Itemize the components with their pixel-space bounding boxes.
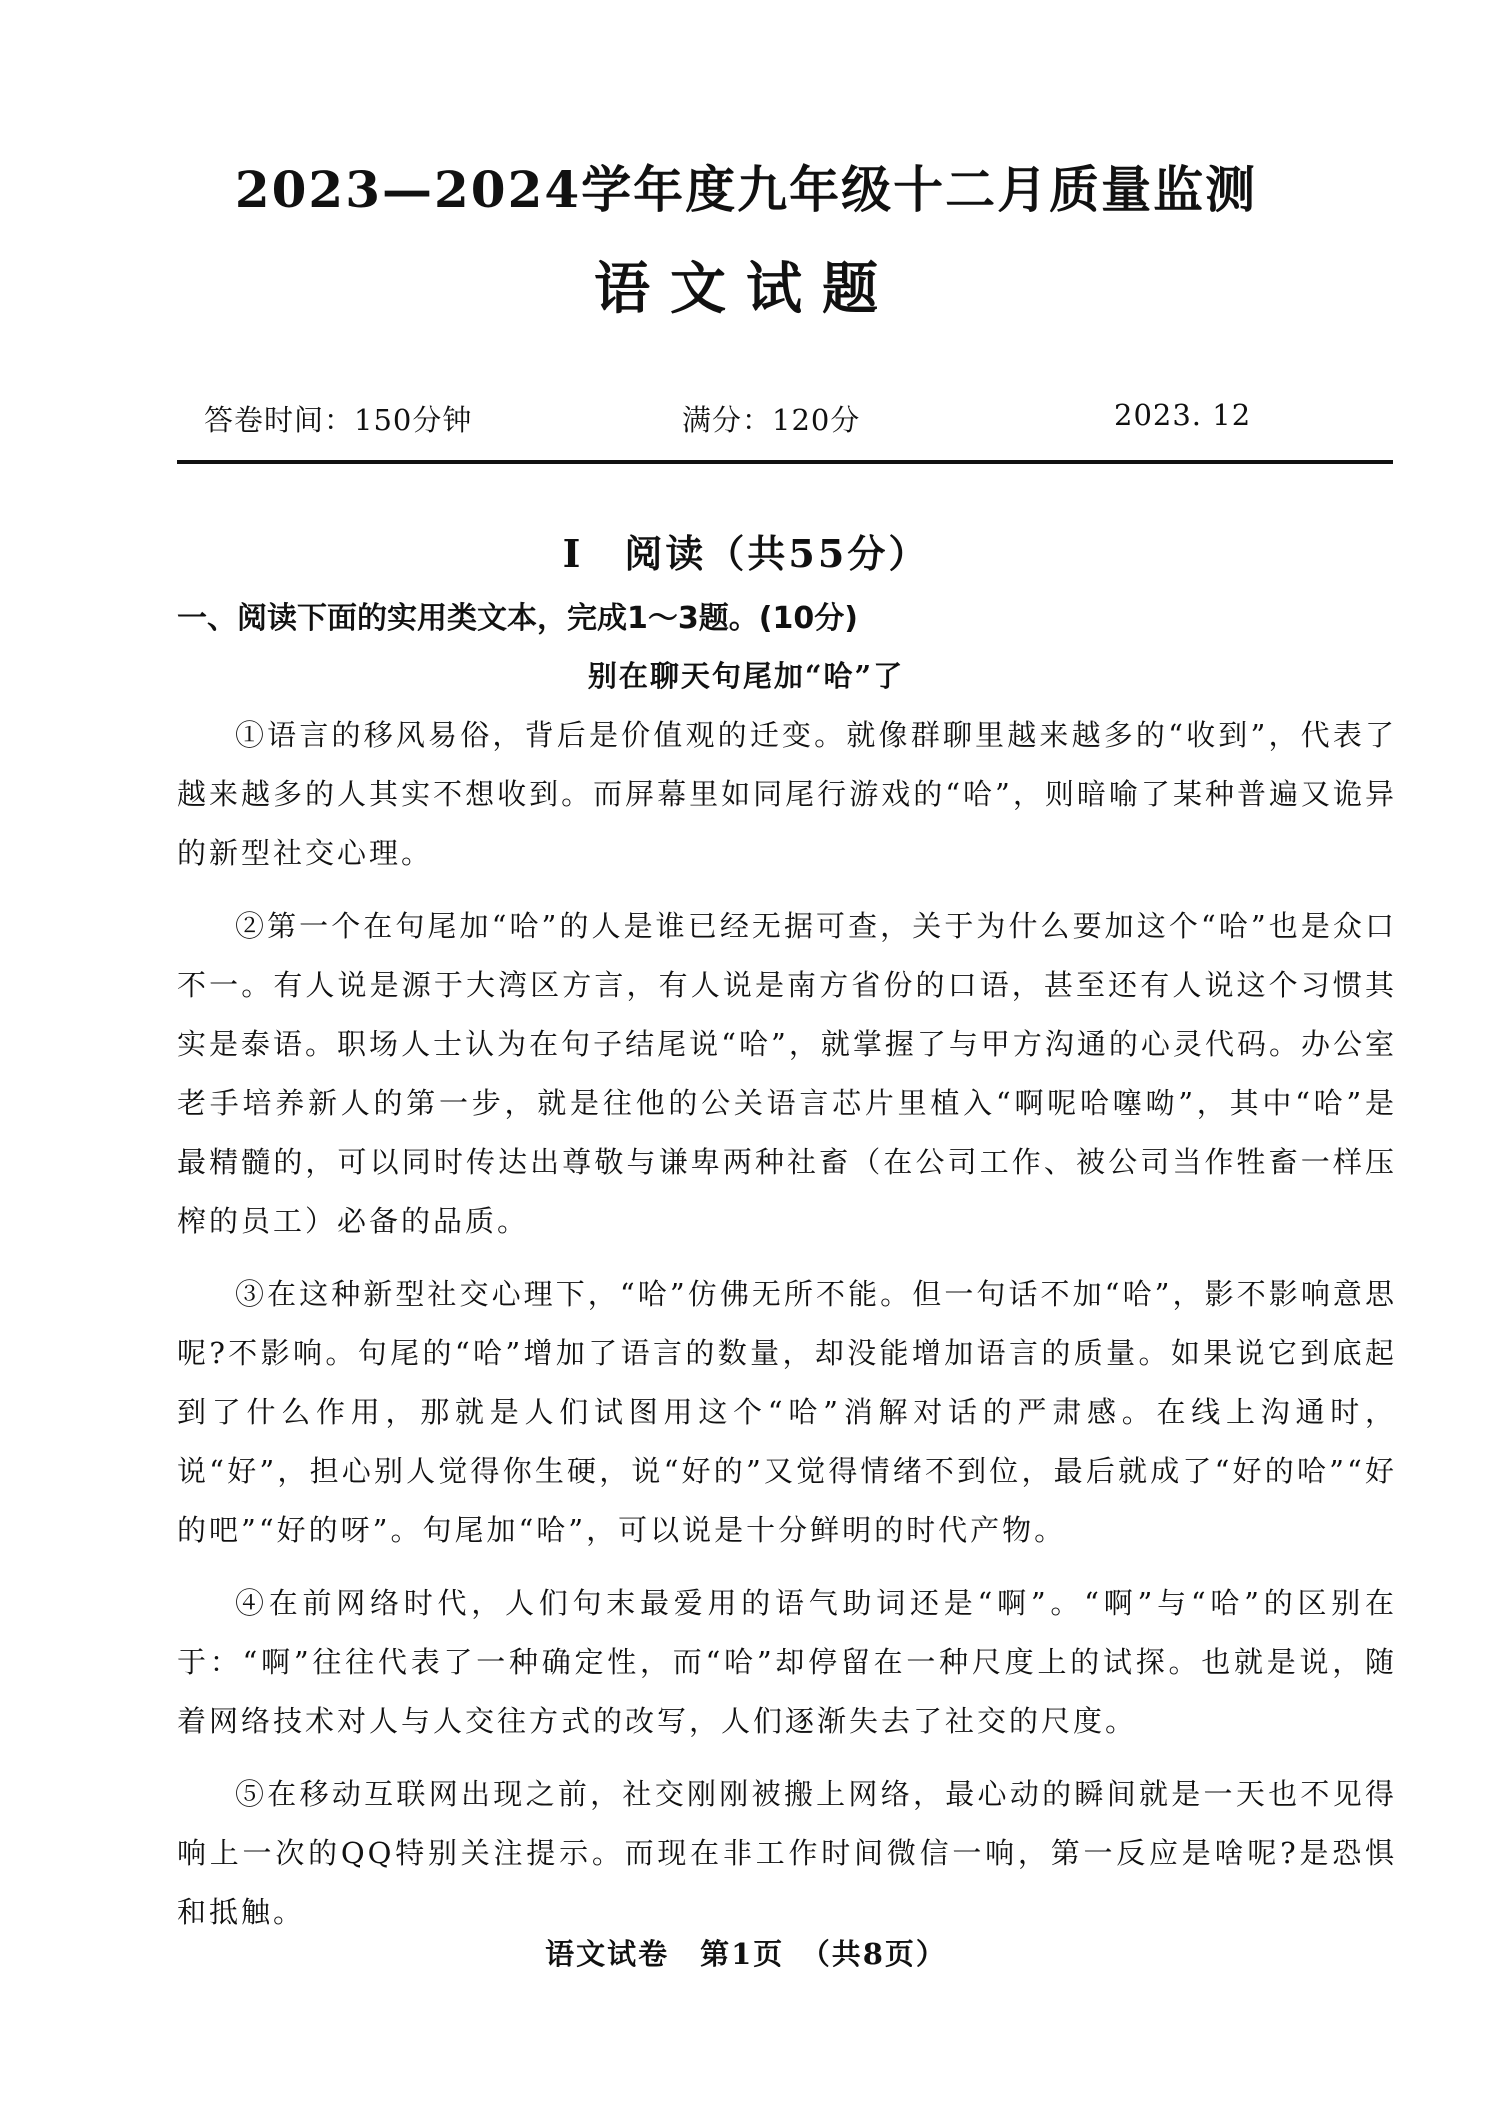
article-body (177, 706, 1397, 1956)
exam-title: 2023—2024学年度九年级十二月质量监测 (234, 160, 1258, 219)
paragraph-5: ⑤在移动互联网出现之前，社交刚刚被搬上网络，最心动的瞬间就是一天也不见得响上一次的QQ特别关注提示。而现在非工作时间微信一响，第一反应是啥呢?是恐惧和抵触。 (177, 1777, 1397, 1929)
paragraph-3: ③在这种新型社交心理下，“哈”仿佛无所不能。但一句话不加“哈”，影不影响意思呢?不影响。句尾的“哈”增加了语言的数量，却没能增加语言的质量。如果说它到底起到了什么作用，那就是人们试图用这个“哈”消解对话的严肃感。在线上沟通时，说“好”，担心别人觉得你生硬，说“好的”又觉得情绪不到位，最后就成了“好的哈”“好的吧”“好的呀”。句尾加“哈”，可以说是十分鲜明的时代产物。 (177, 1277, 1398, 1547)
header-divider (177, 460, 1393, 464)
full-score: 满分：120分 (682, 403, 861, 437)
page-footer: 语文试卷 第1页 （共8页） (545, 1937, 947, 1971)
article-title: 别在聊天句尾加“哈”了 (587, 659, 905, 693)
paragraph-1: ①语言的移风易俗，背后是价值观的迁变。就像群聊里越来越多的“收到”，代表了越来越多的人其实不想收到。而屏幕里如同尾行游戏的“哈”，则暗喻了某种普遍又诡异的新型社交心理。 (177, 718, 1397, 870)
part-title: I 阅读（共55分） (562, 531, 930, 576)
section-heading: 一、阅读下面的实用类文本，完成1～3题。(10分) (177, 601, 858, 636)
subject-title: 语文试题 (594, 256, 898, 322)
paragraph-4: ④在前网络时代，人们句末最爱用的语气助词还是“啊”。“啊”与“哈”的区别在于：“啊”往往代表了一种确定性，而“哈”却停留在一种尺度上的试探。也就是说，随着网络技术对人与人交往方式的改写，人们逐渐失去了社交的尺度。 (177, 1586, 1397, 1738)
exam-date: 2023. 12 (1114, 398, 1252, 432)
paragraph-2: ②第一个在句尾加“哈”的人是谁已经无据可查，关于为什么要加这个“哈”也是众口不一。有人说是源于大湾区方言，有人说是南方省份的口语，甚至还有人说这个习惯其实是泰语。职场人士认为在句子结尾说“哈”，就掌握了与甲方沟通的心灵代码。办公室老手培养新人的第一步，就是往他的公关语言芯片里植入“啊呢哈噻呦”，其中“哈”是最精髓的，可以同时传达出尊敬与谦卑两种社畜（在公司工作、被公司当作牲畜一样压榨的员工）必备的品质。 (177, 909, 1397, 1238)
exam-duration: 答卷时间：150分钟 (204, 403, 473, 437)
